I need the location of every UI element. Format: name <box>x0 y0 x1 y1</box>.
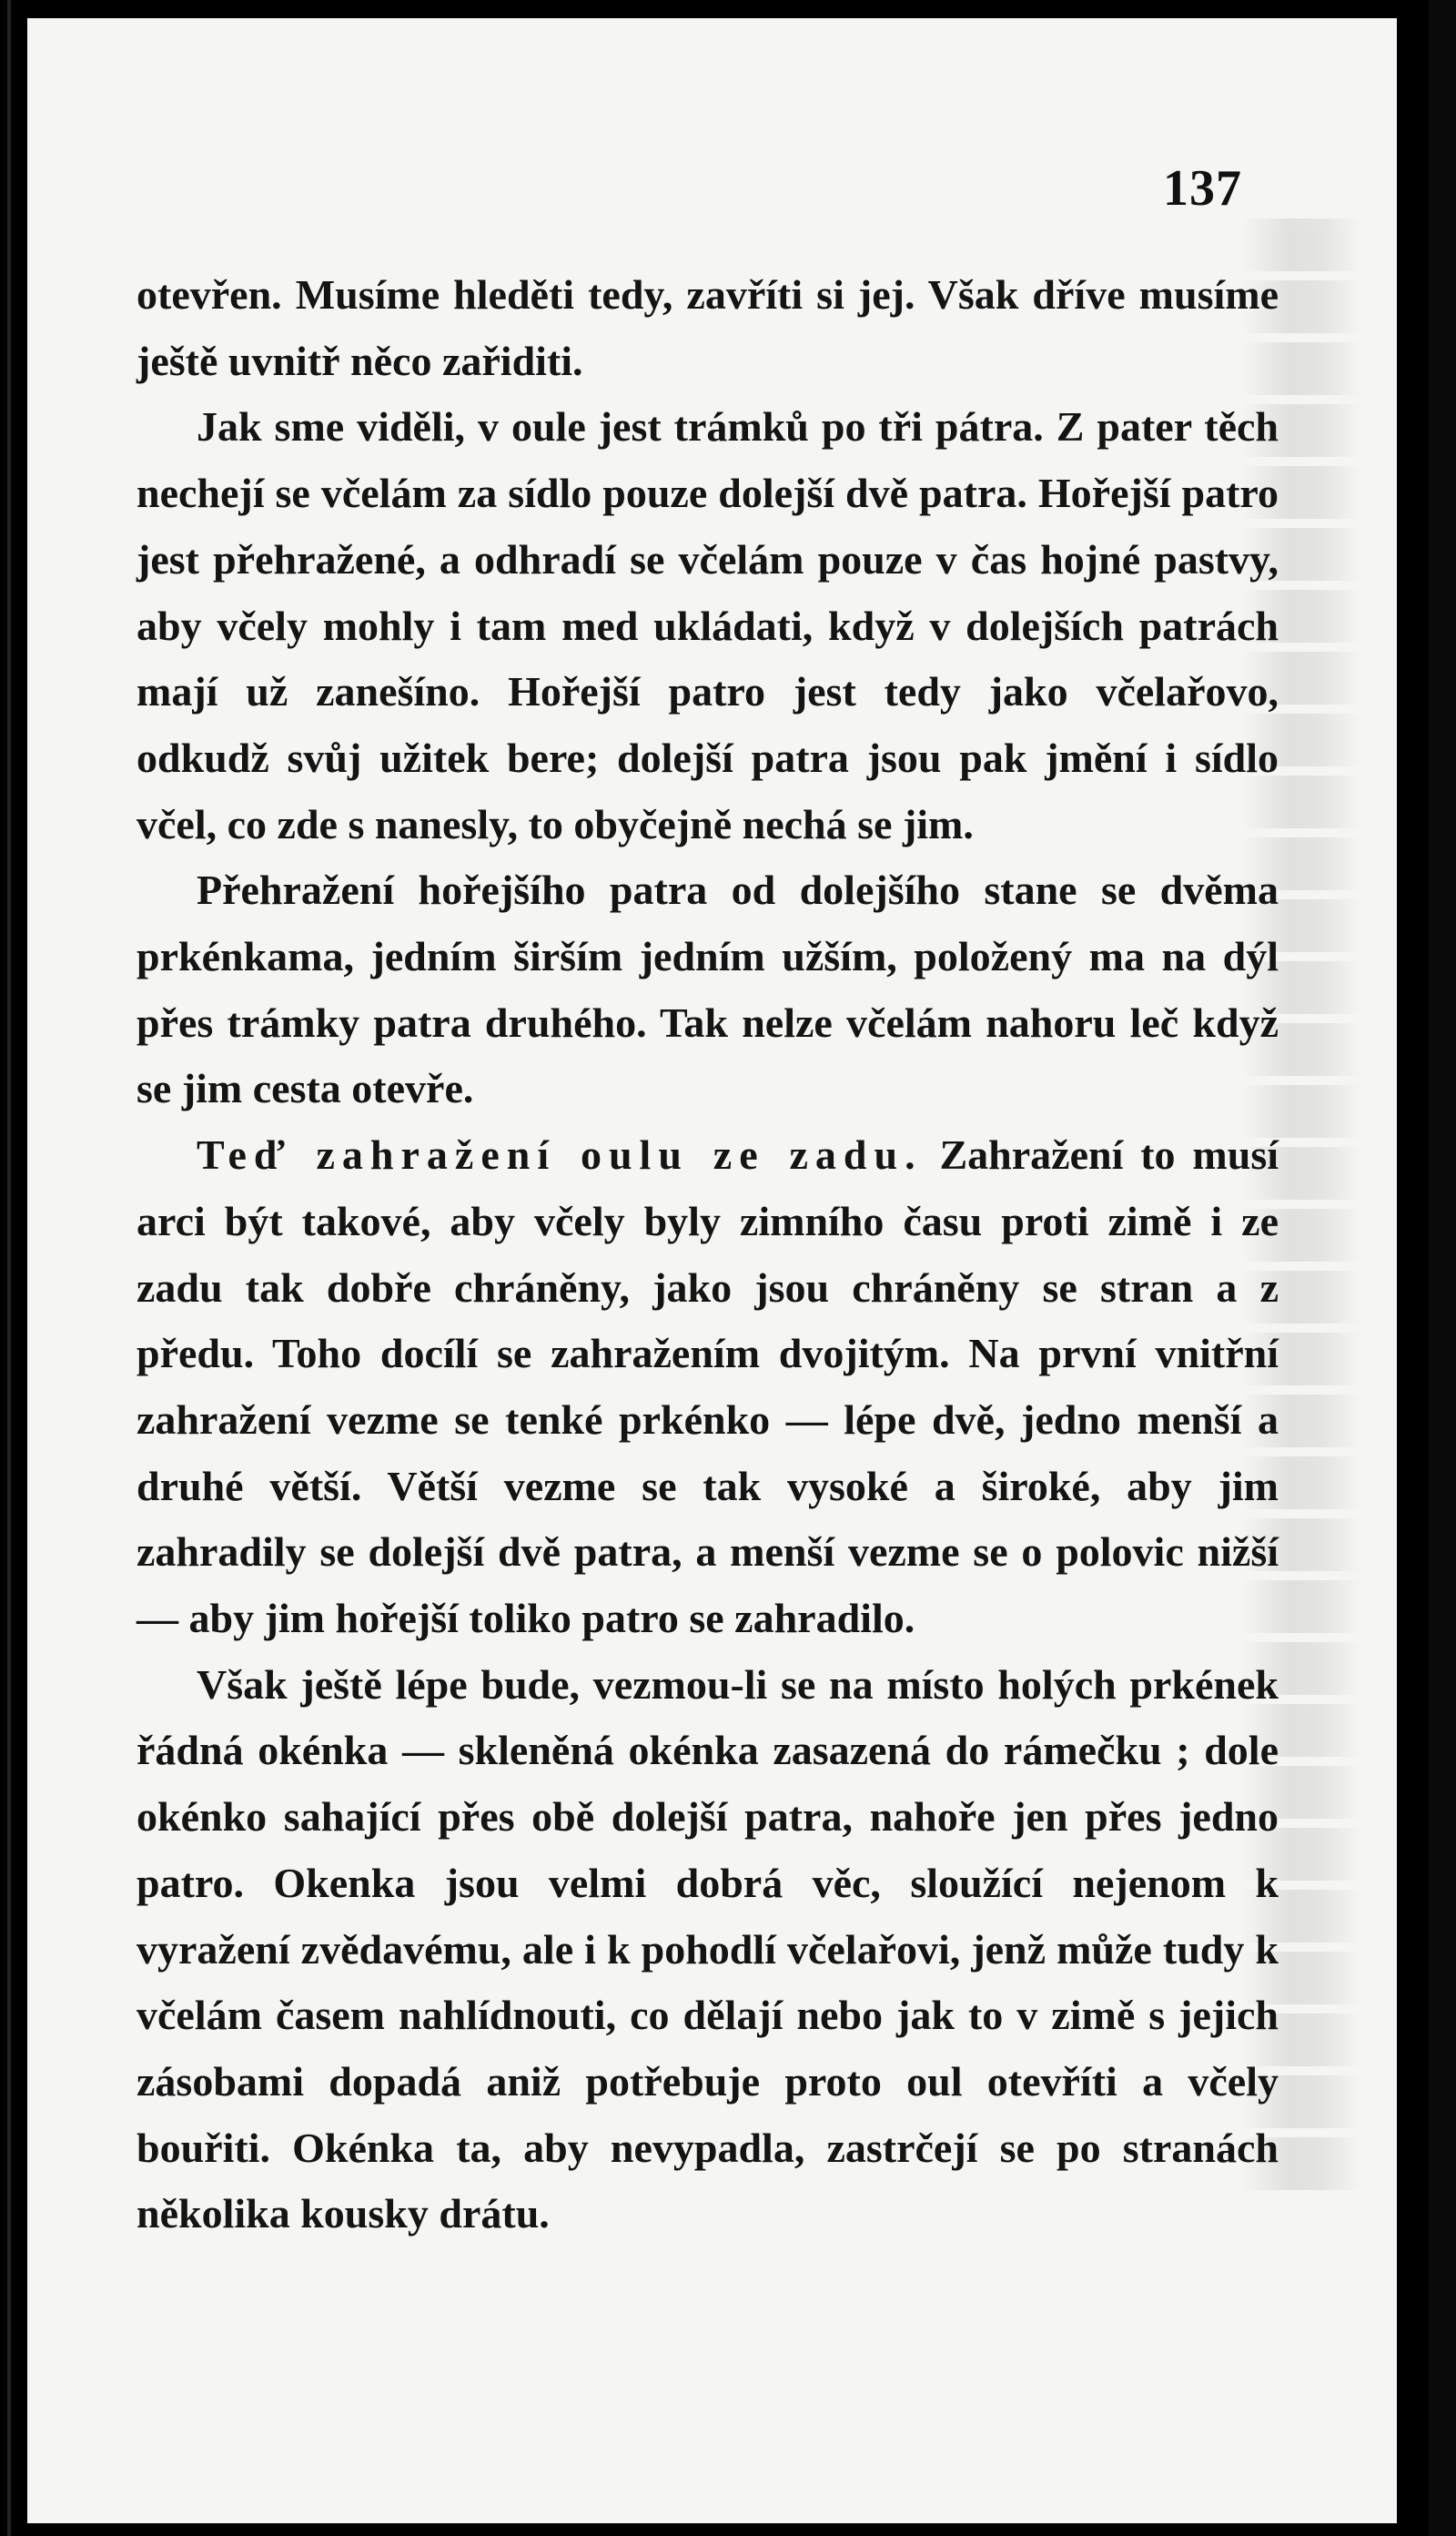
paragraph-2 <box>136 394 1279 857</box>
paragraph-2-text: Jak sme viděli, v oule jest trámků po tři pátra. Z pater těch nechejí se včelám za sídlo pouze dolejší dvě patra. Hořejší patro jest přehražené, a odhradí se včelám pouze v čas hojné pastvy, aby včely mohly i tam med ukládati, když v dolejších patrách mají už zanešíno. Hořejší patro jest tedy jako včelařovo, odkudž svůj užitek bere; dolejší patra jsou pak jmění i sídlo včel, co zde s nanesly, to obyčejně nechá se jim. <box>136 403 1279 847</box>
paragraph-5-text: Však ještě lépe bude, vezmou-li se na místo holých prkének řádná okénka — skleněná okénka zasazená do rámečku ; dole okénko sahající přes obě dolejší patra, nahoře jen přes jedno patro. Okenka jsou velmi dobrá věc, sloužící nejenom k vyražení zvědavému, ale i k pohodlí včelařovi, jenž může tudy k včelám časem nahlídnouti, co dělají nebo jak to v zimě s jejich zásobami dopadá aniž potřebuje proto oul otevříti a včely bouřiti. Okénka ta, aby nevypadla, zastrčejí se po stranách několika kousky drátu. <box>136 1660 1279 2237</box>
paragraph-4 <box>136 1122 1279 1652</box>
page-number: 137 <box>1163 160 1242 217</box>
paragraph-4-lead: Teď zahražení oulu ze zadu. <box>197 1131 923 1179</box>
paragraph-1 <box>136 262 1279 394</box>
paragraph-5 <box>136 1652 1279 2247</box>
scan-right-edge <box>1429 0 1456 2536</box>
paragraph-1-text: otevřen. Musíme hleděti tedy, zavříti si jej. Však dříve musíme ještě uvnitř něco zařiditi. <box>136 271 1279 384</box>
book-page <box>27 18 1397 2523</box>
paragraph-3-text: Přehražení hořejšího patra od dolejšího stane se dvěma prkénkama, jedním širším jedním užším, položený ma na dýl přes trámky patra druhého. Tak nelze včelám nahoru leč když se jim cesta otevře. <box>136 867 1279 1112</box>
paragraph-3 <box>136 857 1279 1122</box>
paragraph-4-text: Zahražení to musí arci být takové, aby včely byly zimního času proti zimě i ze zadu tak dobře chráněny, jako jsou chráněny se stran a z předu. Toho docílí se zahražením dvojitým. Na první vnitřní zahražení vezme se tenké prkénko — lépe dvě, jedno menší a druhé větší. Větší vezme se tak vysoké a široké, aby jim zahradily se dolejší dvě patra, a menší vezme se o polovic nižší — aby jim hořejší toliko patro se zahradilo. <box>136 1131 1279 1642</box>
binding-edge <box>7 0 11 2536</box>
body-text <box>136 262 1279 2247</box>
